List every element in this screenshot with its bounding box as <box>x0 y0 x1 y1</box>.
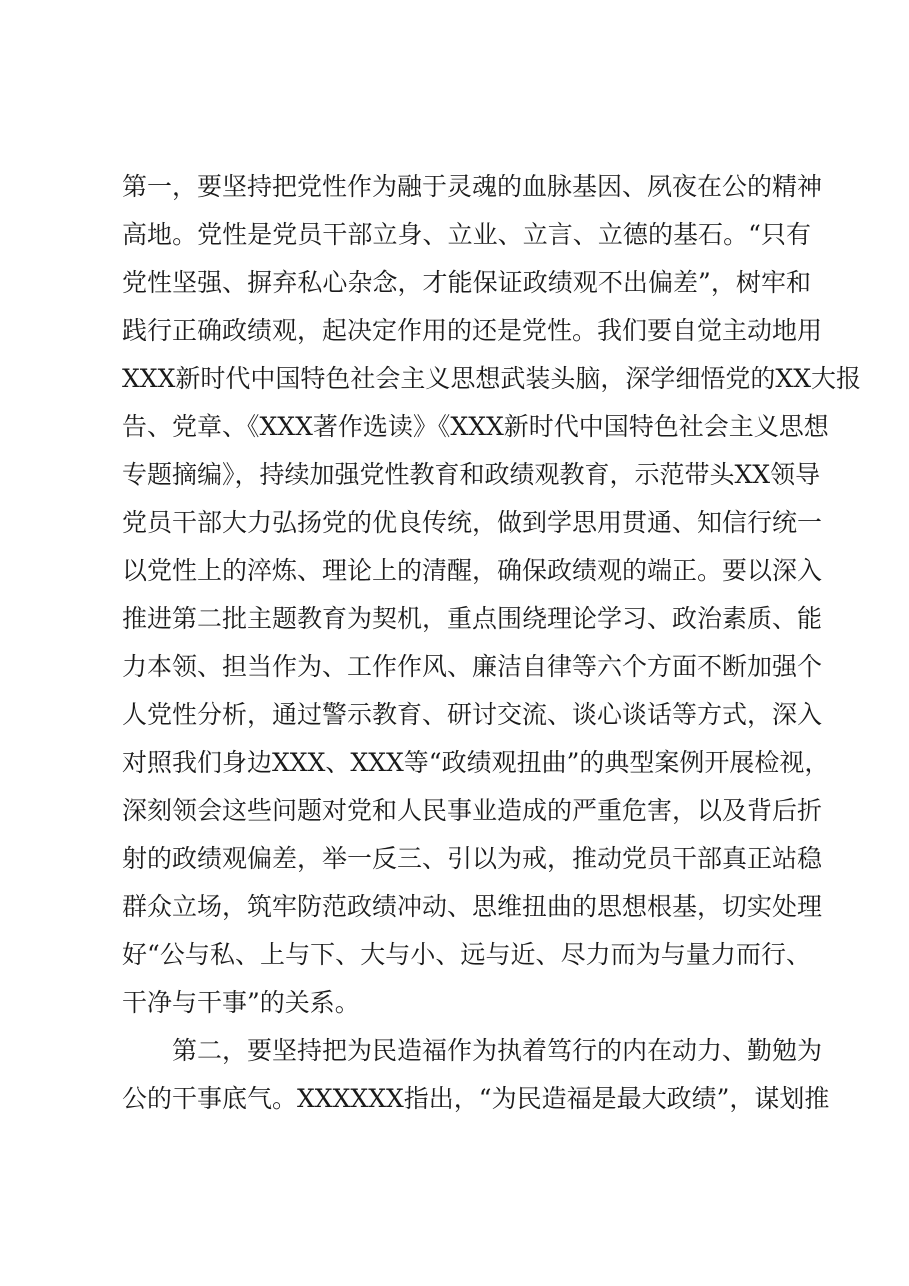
paragraph-1-line-14: 深刻领会这些问题对党和人民事业造成的严重危害，以及背后折 <box>122 796 823 825</box>
paragraph-2-line-1: 第二，要坚持把为民造福作为执着笃行的内在动力、勤勉为 <box>172 1036 823 1065</box>
paragraph-1-line-11: 力本领、担当作为、工作作风、廉洁自律等六个方面不断加强个 <box>122 652 823 681</box>
paragraph-1-line-5: XXX新时代中国特色社会主义思想武装头脑，深学细悟党的XX大报 <box>122 364 861 393</box>
paragraph-1-line-6: 告、党章、《XXX著作选读》《XXX新时代中国特色社会主义思想 <box>122 412 829 441</box>
paragraph-1-line-16: 群众立场，筑牢防范政绩冲动、思维扭曲的思想根基，切实处理 <box>122 892 823 921</box>
paragraph-1-line-2: 高地。党性是党员干部立身、立业、立言、立德的基石。“只有 <box>122 220 811 249</box>
paragraph-1-line-15: 射的政绩观偏差，举一反三、引以为戒，推动党员干部真正站稳 <box>122 844 823 873</box>
paragraph-1-line-4: 践行正确政绩观，起决定作用的还是党性。我们要自觉主动地用 <box>122 316 823 345</box>
paragraph-2-line-2: 公的干事底气。XXXXXX指出，“为民造福是最大政绩”，谋划推 <box>122 1084 830 1113</box>
paragraph-1-line-13: 对照我们身边XXX、XXX等“政绩观扭曲”的典型案例开展检视， <box>122 748 830 777</box>
paragraph-1-line-1: 第一，要坚持把党性作为融于灵魂的血脉基因、夙夜在公的精神 <box>122 172 823 201</box>
paragraph-1-line-12: 人党性分析，通过警示教育、研讨交流、谈心谈话等方式，深入 <box>122 700 823 729</box>
paragraph-1-line-18: 干净与干事”的关系。 <box>122 988 360 1017</box>
paragraph-1-line-17: 好“公与私、上与下、大与小、远与近、尽力而为与量力而行、 <box>122 940 811 969</box>
paragraph-1-line-8: 党员干部大力弘扬党的优良传统，做到学思用贯通、知信行统一 <box>122 508 823 537</box>
paragraph-1-line-7: 专题摘编》，持续加强党性教育和政绩观教育，示范带头XX领导 <box>122 460 821 489</box>
paragraph-1-line-10: 推进第二批主题教育为契机，重点围绕理论学习、政治素质、能 <box>122 604 823 633</box>
paragraph-1-line-9: 以党性上的淬炼、理论上的清醒，确保政绩观的端正。要以深入 <box>122 556 823 585</box>
paragraph-1-line-3: 党性坚强、摒弃私心杂念，才能保证政绩观不出偏差”，树牢和 <box>122 268 811 297</box>
